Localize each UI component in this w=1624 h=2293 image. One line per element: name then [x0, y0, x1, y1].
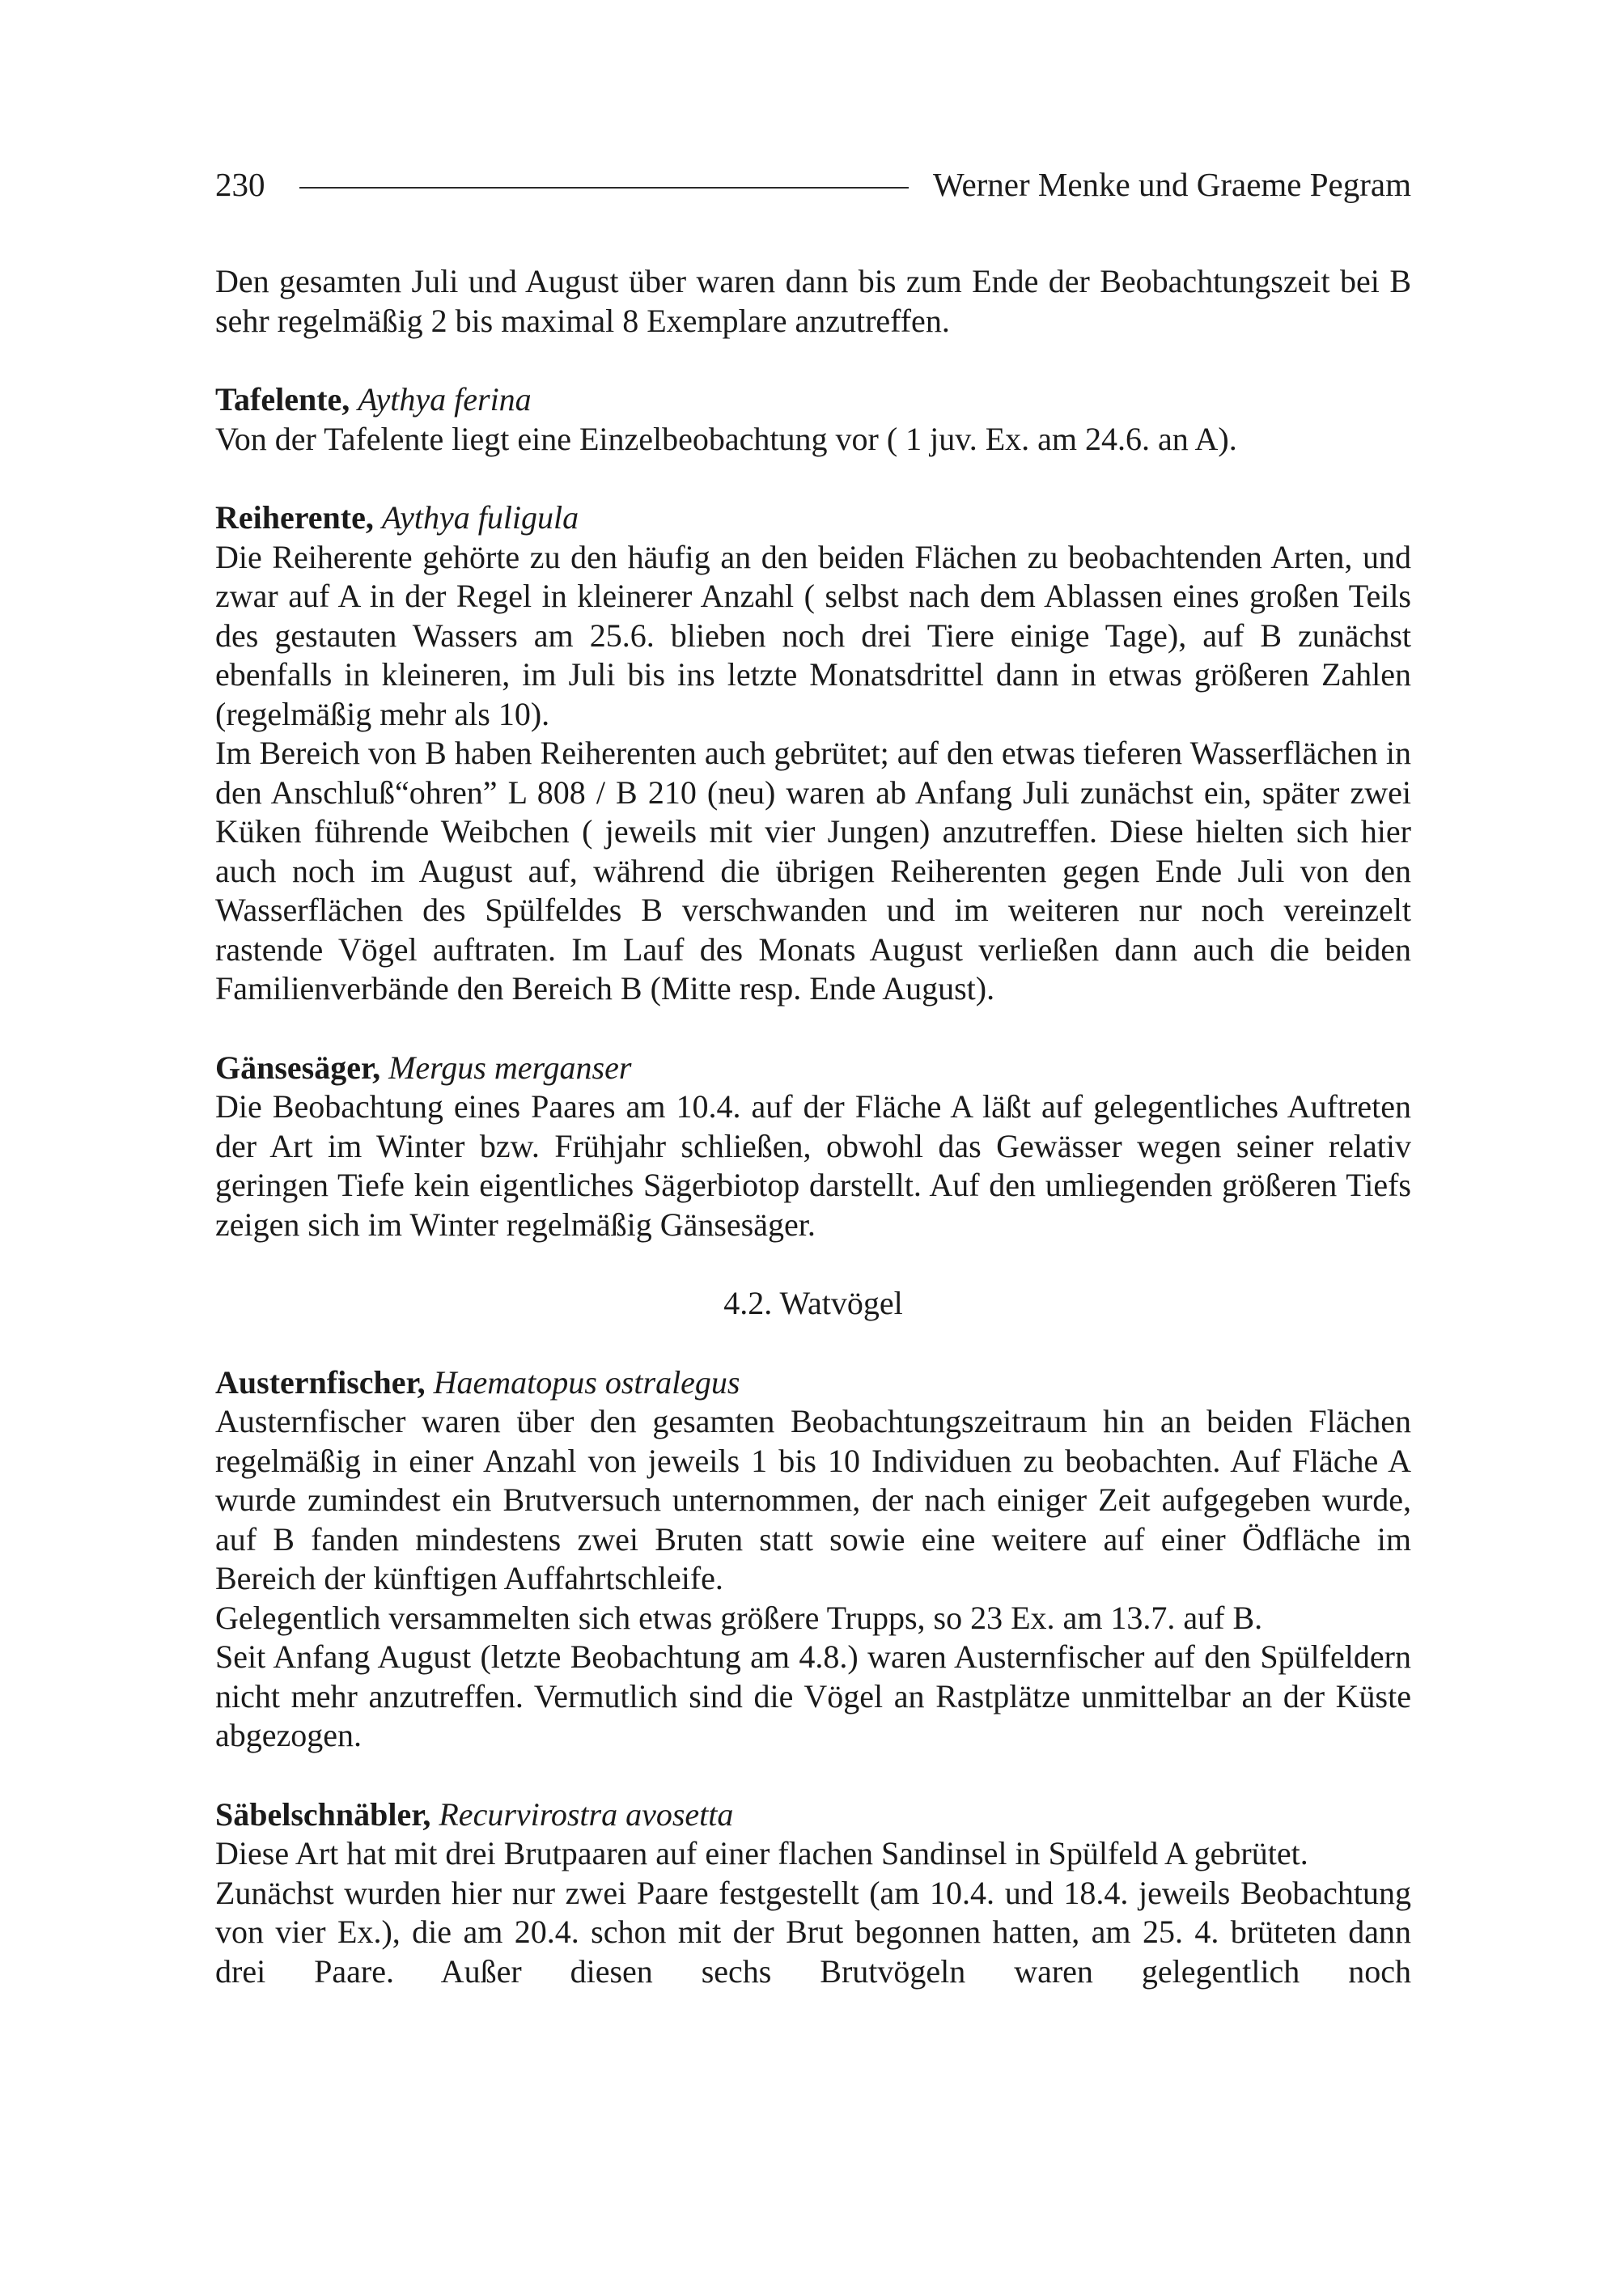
species-paragraph: Die Reiherente gehörte zu den häufig an den beiden Flächen zu beobachtenden Arten, und zwar auf A in der Regel in kleinerer Anzahl ( selbst nach dem Ablassen eines großen Teils des gestauten Wassers am 25.6. blieben noch drei Tiere einige Tage), auf B zunächst ebenfalls in kleineren, im Juli bis ins letzte Monatsdrittel dann in etwas größeren Zahlen (regelmäßig mehr als 10).: [215, 538, 1411, 732]
species-heading: [215, 380, 1411, 420]
scientific-name: Aythya fuligula: [381, 499, 579, 536]
species-entry-tafelente: [215, 380, 1411, 459]
species-paragraph: Im Bereich von B haben Reiherenten auch gebrütet; auf den etwas tieferen Wasserflächen in den Anschluß“ohren” L 808 / B 210 (neu) waren ab Anfang Juli zunächst ein, später zwei Küken führende Weibchen ( jeweils mit vier Jungen) anzutreffen. Diese hielten sich hier auch noch im August auf, während die übrigen Reiherenten gegen Ende Juli von den Wasserflächen des Spülfeldes B verschwanden und im weiteren nur noch vereinzelt rastende Vögel auftraten. Im Lauf des Monats August verließen dann auch die beiden Familienverbände den Bereich B (Mitte resp. Ende August).: [215, 735, 1411, 1007]
species-paragraph: Zunächst wurden hier nur zwei Paare festgestellt (am 10.4. und 18.4. jeweils Beobachtung von vier Ex.), die am 20.4. schon mit der Brut begonnen hatten, am 25. 4. brüteten dann drei Paare. Außer diesen sechs Brutvögeln waren gelegentlich noch: [215, 1874, 1411, 1990]
scientific-name: Aythya ferina: [358, 381, 532, 417]
species-heading: [215, 1049, 1411, 1088]
species-paragraph: Gelegentlich versammelten sich etwas größere Trupps, so 23 Ex. am 13.7. auf B.: [215, 1599, 1263, 1636]
species-entry-austernfischer: [215, 1363, 1411, 1756]
common-name: Reiherente,: [215, 499, 374, 536]
species-paragraph: Austernfischer waren über den gesamten Beobachtungszeitraum hin an beiden Flächen regelmäßig in einer Anzahl von jeweils 1 bis 10 Individuen zu beobachten. Auf Fläche A wurde zumindest ein Brutversuch unternommen, der nach einiger Zeit aufgegeben wurde, auf B fanden mindestens zwei Bruten statt sowie eine weitere auf einer Ödfläche im Bereich der künftigen Auffahrtschleife.: [215, 1403, 1411, 1596]
species-entry-gaensesaeger: [215, 1049, 1411, 1245]
document-page: [215, 162, 1411, 1991]
section-heading: 4.2. Watvögel: [723, 1285, 903, 1321]
species-paragraph: Diese Art hat mit drei Brutpaaren auf einer flachen Sandinsel in Spülfeld A gebrütet.: [215, 1835, 1308, 1871]
common-name: Gänsesäger,: [215, 1049, 381, 1086]
running-header: [215, 162, 1411, 207]
species-paragraph: Von der Tafelente liegt eine Einzelbeobachtung vor ( 1 juv. Ex. am 24.6. an A).: [215, 420, 1237, 457]
species-paragraph: Seit Anfang August (letzte Beobachtung am 4.8.) waren Austernfischer auf den Spülfeldern nicht mehr anzutreffen. Vermutlich sind die Vögel an Rastplätze unmittelbar an der Küste abgezogen.: [215, 1638, 1411, 1753]
header-rule: [299, 187, 910, 189]
header-authors: Werner Menke und Graeme Pegram: [933, 166, 1411, 203]
scientific-name: Mergus merganser: [388, 1049, 632, 1086]
body-text: [215, 262, 1411, 1991]
common-name: Austernfischer,: [215, 1363, 426, 1401]
species-entry-reiherente: [215, 498, 1411, 1009]
page-number: 230: [215, 166, 265, 203]
scientific-name: Recurvirostra avosetta: [439, 1795, 734, 1833]
species-heading: [215, 1363, 1411, 1403]
scientific-name: Haematopus ostralegus: [433, 1363, 740, 1401]
common-name: Säbelschnäbler,: [215, 1795, 431, 1833]
common-name: Tafelente,: [215, 381, 350, 417]
intro-paragraph: Den gesamten Juli und August über waren dann bis zum Ende der Beobachtungszeit bei B sehr regelmäßig 2 bis maximal 8 Exemplare anzutreffen.: [215, 263, 1411, 339]
species-paragraph: Die Beobachtung eines Paares am 10.4. auf der Fläche A läßt auf gelegentliches Auftreten der Art im Winter bzw. Frühjahr schließen, obwohl das Gewässer wegen seiner relativ geringen Tiefe kein eigentliches Sägerbiotop darstellt. Auf den umliegenden größeren Tiefs zeigen sich im Winter regelmäßig Gänsesäger.: [215, 1088, 1411, 1243]
species-heading: [215, 1795, 1411, 1835]
species-entry-saebelschnaebler: [215, 1795, 1411, 1992]
species-heading: [215, 498, 1411, 538]
